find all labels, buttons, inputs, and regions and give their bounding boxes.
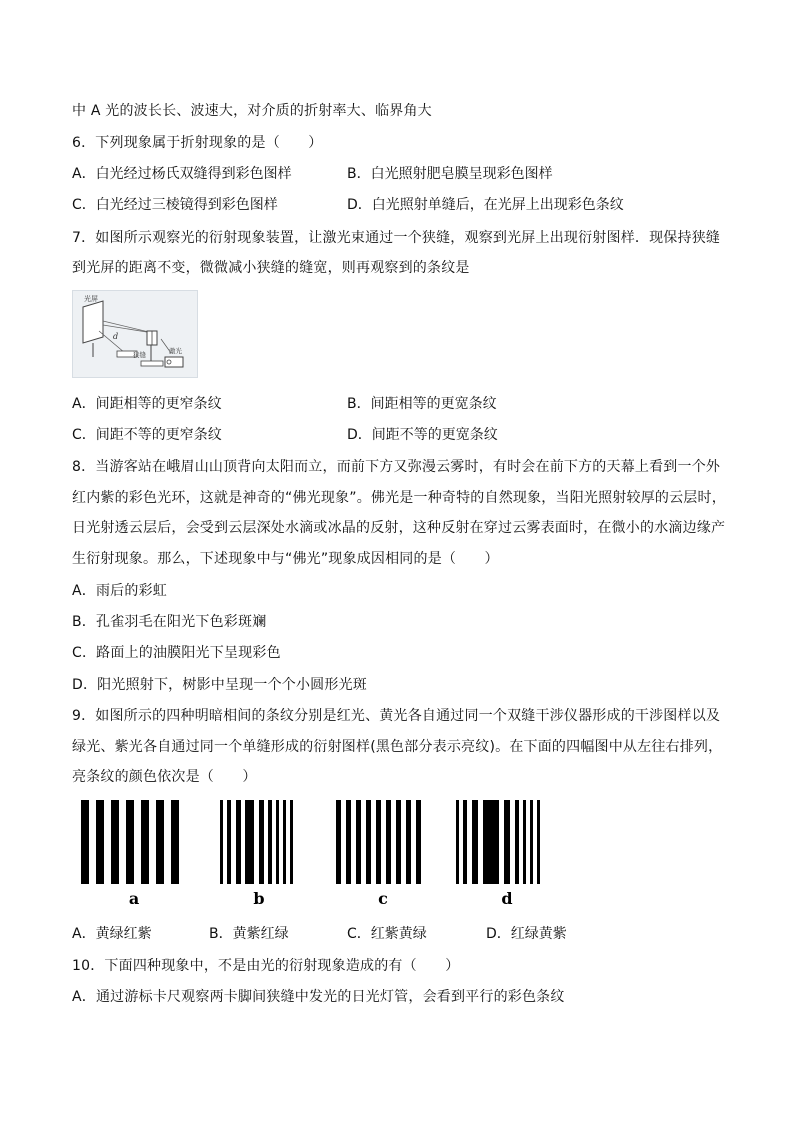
q8-stem-line-2: 红内紫的彩色光环，这就是神奇的“佛光现象”。佛光是一种奇特的自然现象，当阳光照射较厚的云层时，	[72, 490, 726, 506]
q7-option-b: B．间距相等的更宽条纹	[347, 396, 497, 412]
q9-option-d: D．红绿黄紫	[486, 926, 567, 942]
q9-stem-line-1: 9．如图所示的四种明暗相间的条纹分别是红光、黄光各自通过同一个双缝干涉仪器形成的干涉图样以及	[72, 708, 721, 724]
q6-option-b: B．白光照射肥皂膜呈现彩色图样	[347, 166, 553, 182]
q6-option-a: A．白光经过杨氏双缝得到彩色图样	[72, 166, 292, 182]
q7-option-a: A．间距相等的更窄条纹	[72, 396, 222, 412]
fringe-patterns-drawing	[72, 800, 552, 910]
slit-label: 狭缝	[133, 351, 146, 359]
q5-tail: 中 A 光的波长长、波速大，对介质的折射率大、临界角大	[72, 103, 432, 119]
q10-option-a: A．通过游标卡尺观察两卡脚间狭缝中发光的日光灯管，会看到平行的彩色条纹	[72, 989, 565, 1005]
q9-stem-line-2: 绿光、紫光各自通过同一个单缝形成的衍射图样(黑色部分表示亮纹)。在下面的四幅图中从左往右排列，	[72, 739, 723, 755]
pattern-c	[336, 800, 421, 884]
laser-label: 激光	[169, 347, 182, 355]
q9-stem-line-3: 亮条纹的颜色依次是（ ）	[72, 769, 257, 785]
q8-stem-line-1: 8．当游客站在峨眉山山顶背向太阳而立，而前下方又弥漫云雾时，有时会在前下方的天幕上看到一个外	[72, 459, 721, 475]
q7-stem-line-1: 7．如图所示观察光的衍射现象装置，让激光束通过一个狭缝，观察到光屏上出现衍射图样．现保持狭缝	[72, 230, 721, 246]
pattern-label-b: b	[253, 889, 265, 908]
pattern-label-d: d	[501, 889, 513, 908]
q9-option-a: A．黄绿红紫	[72, 926, 152, 942]
q8-option-b: B．孔雀羽毛在阳光下色彩斑斓	[72, 614, 267, 630]
pattern-a	[81, 800, 179, 884]
pattern-label-a: a	[128, 889, 140, 908]
apparatus-drawing	[73, 291, 199, 379]
q7-option-d: D．间距不等的更宽条纹	[347, 427, 498, 443]
pattern-label-c: c	[378, 889, 388, 908]
q7-stem-line-2: 到光屏的距离不变，微微减小狭缝的缝宽，则再观察到的条纹是	[72, 260, 470, 276]
q8-stem-line-4: 生衍射现象。那么，下述现象中与“佛光”现象成因相同的是（ ）	[72, 551, 499, 567]
q6-option-d: D．白光照射单缝后，在光屏上出现彩色条纹	[347, 197, 624, 213]
pattern-d	[456, 800, 540, 884]
q9-option-b: B．黄紫红绿	[209, 926, 289, 942]
q8-stem-line-3: 日光射透云层后，会受到云层深处水滴或冰晶的反射，这种反射在穿过云雾表面时，在微小的水滴边缘产	[72, 520, 726, 536]
fringe-patterns-figure	[72, 800, 552, 910]
q8-option-c: C．路面上的油膜阳光下呈现彩色	[72, 645, 281, 661]
q8-option-d: D．阳光照射下，树影中呈现一个个小圆形光斑	[72, 677, 367, 693]
laser-box	[165, 357, 183, 367]
pattern-b	[220, 800, 293, 884]
q10-stem: 10．下面四种现象中，不是由光的衍射现象造成的有（ ）	[72, 958, 460, 974]
q9-option-c: C．红紫黄绿	[347, 926, 427, 942]
screen-shape	[83, 301, 103, 343]
diffraction-apparatus-figure	[72, 290, 198, 378]
q7-option-c: C．间距不等的更窄条纹	[72, 427, 222, 443]
q6-option-c: C．白光经过三棱镜得到彩色图样	[72, 197, 278, 213]
q8-option-a: A．雨后的彩虹	[72, 583, 167, 599]
q6-stem: 6．下列现象属于折射现象的是（ ）	[72, 135, 323, 151]
distance-label: d	[113, 332, 119, 341]
screen-label: 光屏	[84, 295, 98, 303]
